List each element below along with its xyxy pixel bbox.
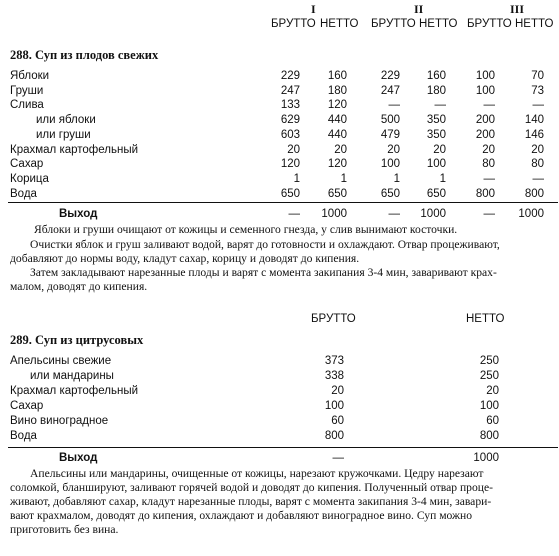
recipe-288-text-line: добавляют до нормы воду, кладут сахар, корицу и доводят до кипения.	[10, 252, 360, 265]
quantity-cell: 70	[531, 70, 544, 82]
quantity-cell: —	[532, 173, 544, 185]
quantity-cell: 20	[531, 144, 544, 156]
netto-heading-1: НЕТТО	[320, 18, 359, 30]
quantity-cell: 20	[433, 144, 446, 156]
yield-cell: —	[483, 208, 495, 220]
quantity-cell: 133	[280, 99, 300, 111]
ingredient-name: Яблоки	[10, 70, 50, 82]
quantity-cell: 650	[380, 188, 400, 200]
ingredient-name: или мандарины	[30, 370, 114, 382]
ingredient-name: Сахар	[10, 400, 44, 412]
quantity-cell: 229	[280, 70, 300, 82]
recipe-289-text-line: Апельсины или мандарины, очищенные от кожицы, нарезают кружочками. Цедру нарезают	[30, 467, 484, 480]
quantity-cell: 650	[327, 188, 347, 200]
ingredient-name: Груши	[10, 85, 44, 97]
ingredient-name: Крахмал картофельный	[10, 385, 139, 397]
quantity-cell: 120	[280, 158, 300, 170]
quantity-cell: 800	[524, 188, 544, 200]
quantity-cell: 73	[531, 85, 544, 97]
netto-heading-3: НЕТТО	[515, 18, 554, 30]
recipe-288-title: 288. Суп из плодов свежих	[10, 48, 159, 62]
quantity-cell: 247	[280, 85, 300, 97]
quantity-cell: 629	[280, 114, 300, 126]
ingredient-name: Апельсины свежие	[10, 355, 112, 367]
quantity-cell: —	[483, 99, 495, 111]
quantity-cell: 200	[475, 114, 495, 126]
quantity-cell: 1	[293, 173, 300, 185]
quantity-cell: 60	[331, 415, 344, 427]
quantity-cell: 20	[387, 144, 400, 156]
quantity-cell: 20	[287, 144, 300, 156]
recipe-288-text-line: Очистки яблок и груш заливают водой, варят до готовности и охлаждают. Отвар процеживают,	[30, 238, 500, 251]
quantity-cell: 160	[327, 70, 347, 82]
recipe-288-divider	[8, 202, 558, 203]
brutto-heading-2: БРУТТО	[371, 18, 416, 30]
quantity-cell: —	[434, 99, 446, 111]
ingredient-name: Слива	[10, 99, 44, 111]
quantity-cell: 500	[380, 114, 400, 126]
quantity-cell: 1	[340, 173, 347, 185]
column-iii-heading: III	[510, 2, 525, 16]
quantity-cell: 338	[324, 370, 344, 382]
recipe-289-yield-label: Выход	[59, 452, 98, 464]
quantity-cell: 20	[334, 144, 347, 156]
quantity-cell: 120	[327, 158, 347, 170]
quantity-cell: 373	[324, 355, 344, 367]
quantity-cell: 800	[475, 188, 495, 200]
quantity-cell: 80	[482, 158, 495, 170]
yield-cell: 1000	[321, 208, 347, 220]
quantity-cell: 440	[327, 129, 347, 141]
quantity-cell: 1	[393, 173, 400, 185]
ingredient-name: или яблоки	[36, 114, 96, 126]
quantity-cell: 650	[280, 188, 300, 200]
quantity-cell: 80	[531, 158, 544, 170]
quantity-cell: 603	[280, 129, 300, 141]
recipe-289-title: 289. Суп из цитрусовых	[10, 333, 144, 347]
quantity-cell: 100	[475, 85, 495, 97]
quantity-cell: 100	[475, 70, 495, 82]
quantity-cell: —	[532, 99, 544, 111]
brutto-heading-3: БРУТТО	[467, 18, 512, 30]
quantity-cell: 800	[479, 430, 499, 442]
quantity-cell: 140	[524, 114, 544, 126]
recipe-289-divider	[8, 447, 558, 448]
quantity-cell: 479	[380, 129, 400, 141]
quantity-cell: 120	[327, 99, 347, 111]
yield-cell: —	[388, 208, 400, 220]
quantity-cell: 247	[380, 85, 400, 97]
ingredient-name: Вода	[10, 430, 37, 442]
netto-heading-2: НЕТТО	[419, 18, 458, 30]
recipe-289-brutto-heading: БРУТТО	[311, 313, 356, 325]
recipe-289-text-line: соломкой, бланшируют, заливают горячей водой и доводят до кипения. Полученный отвар проце-	[10, 481, 493, 494]
quantity-cell: 146	[524, 129, 544, 141]
quantity-cell: 20	[486, 385, 499, 397]
quantity-cell: 350	[426, 114, 446, 126]
quantity-cell: 229	[380, 70, 400, 82]
recipe-289-text-line: вают крахмалом, доводят до кипения, охлаждают и добавляют виноградное вино. Суп можно	[10, 509, 473, 522]
quantity-cell: 20	[482, 144, 495, 156]
quantity-cell: 100	[426, 158, 446, 170]
yield-cell: —	[332, 452, 344, 464]
quantity-cell: 180	[426, 85, 446, 97]
quantity-cell: 440	[327, 114, 347, 126]
ingredient-name: Сахар	[10, 158, 44, 170]
quantity-cell: 350	[426, 129, 446, 141]
yield-cell: 1000	[518, 208, 544, 220]
recipe-288-text-line: Затем закладывают нарезанные плоды и варят с момента закипания 3-4 мин, заваривают крах-	[30, 266, 497, 279]
ingredient-name: Крахмал картофельный	[10, 144, 139, 156]
quantity-cell: 1	[439, 173, 446, 185]
recipe-288-text-line: малом, доводят до кипения.	[10, 280, 148, 293]
ingredient-name: Вода	[10, 188, 37, 200]
column-i-heading: I	[311, 2, 316, 16]
quantity-cell: 160	[426, 70, 446, 82]
quantity-cell: 100	[380, 158, 400, 170]
quantity-cell: 650	[426, 188, 446, 200]
quantity-cell: 180	[327, 85, 347, 97]
quantity-cell: —	[388, 99, 400, 111]
brutto-heading-1: БРУТТО	[271, 18, 316, 30]
ingredient-name: Вино виноградное	[10, 415, 109, 427]
recipe-288-text-line: Яблоки и груши очищают от кожицы и семенного гнезда, у слив вынимают косточки.	[34, 223, 458, 236]
quantity-cell: 200	[475, 129, 495, 141]
recipe-289-text-line: живают, добавляют сахар, кладут нарезанные плоды, варят с момента закипания 3-4 мин, завари-	[10, 495, 492, 508]
recipe-289-netto-heading: НЕТТО	[466, 313, 505, 325]
ingredient-name: или груши	[36, 129, 91, 141]
quantity-cell: 60	[486, 415, 499, 427]
quantity-cell: 100	[479, 400, 499, 412]
quantity-cell: —	[483, 173, 495, 185]
quantity-cell: 250	[479, 355, 499, 367]
ingredient-name: Корица	[10, 173, 49, 185]
yield-cell: 1000	[473, 452, 499, 464]
quantity-cell: 100	[324, 400, 344, 412]
quantity-cell: 800	[324, 430, 344, 442]
quantity-cell: 20	[331, 385, 344, 397]
yield-cell: 1000	[420, 208, 446, 220]
column-ii-heading: II	[414, 2, 424, 16]
yield-cell: —	[288, 208, 300, 220]
recipe-288-yield-label: Выход	[59, 208, 98, 220]
recipe-289-text-line: приготовить без вина.	[10, 523, 119, 536]
quantity-cell: 250	[479, 370, 499, 382]
